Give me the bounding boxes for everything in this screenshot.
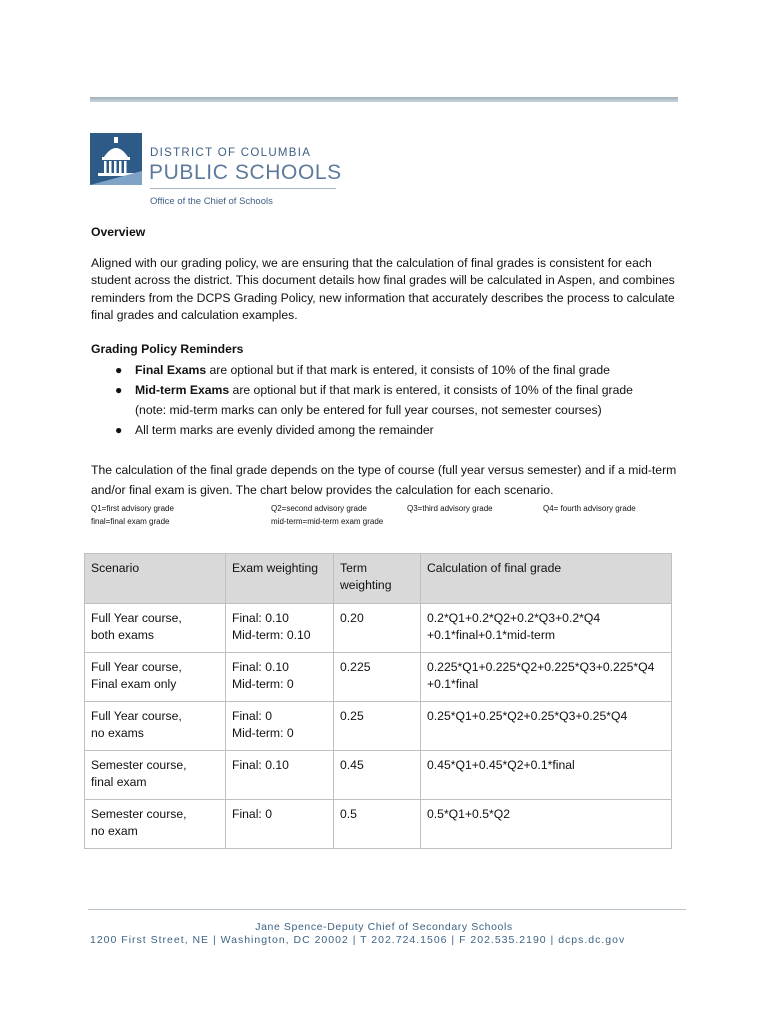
- table-row: [85, 653, 672, 702]
- legend-final: final=final exam grade: [91, 517, 170, 526]
- grade-legend: [91, 502, 683, 530]
- header-term-weighting: Term weighting: [334, 554, 421, 604]
- header-exam-weighting: Exam weighting: [226, 554, 334, 604]
- footer-contact: 1200 First Street, NE | Washington, DC 20002 | T 202.724.1506 | F 202.535.2190 | dcps.dc.gov: [90, 934, 626, 946]
- reminders-list: [91, 360, 683, 440]
- document-body: [91, 224, 683, 530]
- logo-line-public-schools: PUBLIC SCHOOLS: [149, 161, 342, 184]
- cell-exam-weighting: Final: 0: [226, 800, 334, 849]
- dcps-logo: [90, 133, 350, 213]
- cell-calculation: 0.25*Q1+0.25*Q2+0.25*Q3+0.25*Q4: [421, 702, 672, 751]
- header-calculation: Calculation of final grade: [421, 554, 672, 604]
- cell-exam-weighting: Final: 0.10 Mid-term: 0: [226, 653, 334, 702]
- overview-heading: Overview: [91, 225, 146, 239]
- table-row: [85, 751, 672, 800]
- table-header-row: [85, 554, 672, 604]
- bullet-icon: ●: [115, 423, 123, 437]
- reminder-note: (note: mid-term marks can only be entered for full year courses, not semester courses): [135, 403, 602, 417]
- calculation-paragraph: The calculation of the final grade depends on the type of course (full year versus semester) and if a mid-term and/or final exam is given. The chart below provides the calculation for each scenario.: [91, 463, 677, 497]
- footer-rule: [88, 909, 686, 910]
- table-row: [85, 800, 672, 849]
- legend-q3: Q3=third advisory grade: [407, 504, 493, 513]
- legend-q1: Q1=first advisory grade: [91, 504, 174, 513]
- header-rule: [90, 97, 678, 102]
- logo-divider: [150, 188, 336, 189]
- list-item: [91, 360, 683, 380]
- cell-term-weighting: 0.25: [334, 702, 421, 751]
- reminder-text: are optional but if that mark is entered, it consists of 10% of the final grade: [206, 363, 610, 377]
- reminder-bold: Mid-term Exams: [135, 383, 230, 397]
- legend-midterm: mid-term=mid-term exam grade: [271, 517, 384, 526]
- cell-calculation: 0.225*Q1+0.225*Q2+0.225*Q3+0.225*Q4 +0.1*final: [421, 653, 672, 702]
- cell-calculation: 0.45*Q1+0.45*Q2+0.1*final: [421, 751, 672, 800]
- cell-scenario: Full Year course, no exams: [85, 702, 226, 751]
- list-item: [91, 420, 683, 440]
- table-row: [85, 702, 672, 751]
- cell-scenario: Full Year course, both exams: [85, 604, 226, 653]
- cell-scenario: Semester course, no exam: [85, 800, 226, 849]
- footer-signature: Jane Spence-Deputy Chief of Secondary Schools: [255, 921, 513, 933]
- header-scenario: Scenario: [85, 554, 226, 604]
- cell-term-weighting: 0.45: [334, 751, 421, 800]
- capitol-dome-icon: [90, 133, 142, 185]
- reminder-text: are optional but if that mark is entered, it consists of 10% of the final grade: [229, 383, 633, 397]
- cell-term-weighting: 0.5: [334, 800, 421, 849]
- cell-calculation: 0.2*Q1+0.2*Q2+0.2*Q3+0.2*Q4 +0.1*final+0.1*mid-term: [421, 604, 672, 653]
- legend-q2: Q2=second advisory grade: [271, 504, 367, 513]
- cell-term-weighting: 0.20: [334, 604, 421, 653]
- reminders-heading: Grading Policy Reminders: [91, 341, 244, 356]
- legend-q4: Q4= fourth advisory grade: [543, 504, 636, 513]
- reminder-bold: Final Exams: [135, 363, 207, 377]
- logo-line-district: DISTRICT OF COLUMBIA: [150, 147, 312, 159]
- bullet-icon: ●: [115, 363, 123, 377]
- table-row: [85, 604, 672, 653]
- bullet-icon: ●: [115, 383, 123, 397]
- cell-scenario: Semester course, final exam: [85, 751, 226, 800]
- final-grade-table: [84, 553, 672, 849]
- cell-term-weighting: 0.225: [334, 653, 421, 702]
- overview-paragraph: Aligned with our grading policy, we are ensuring that the calculation of final grades is consistent for each student across the district. This document details how final grades will be calculated in Aspen, and combines reminders from the DCPS Grading Policy, new information that accurately describes the process to calculate final grades and calculation examples.: [91, 255, 675, 322]
- cell-exam-weighting: Final: 0 Mid-term: 0: [226, 702, 334, 751]
- cell-scenario: Full Year course, Final exam only: [85, 653, 226, 702]
- list-item: [91, 380, 683, 420]
- reminder-text: All term marks are evenly divided among the remainder: [135, 423, 434, 437]
- logo-line-office: Office of the Chief of Schools: [150, 196, 273, 207]
- cell-calculation: 0.5*Q1+0.5*Q2: [421, 800, 672, 849]
- cell-exam-weighting: Final: 0.10: [226, 751, 334, 800]
- cell-exam-weighting: Final: 0.10 Mid-term: 0.10: [226, 604, 334, 653]
